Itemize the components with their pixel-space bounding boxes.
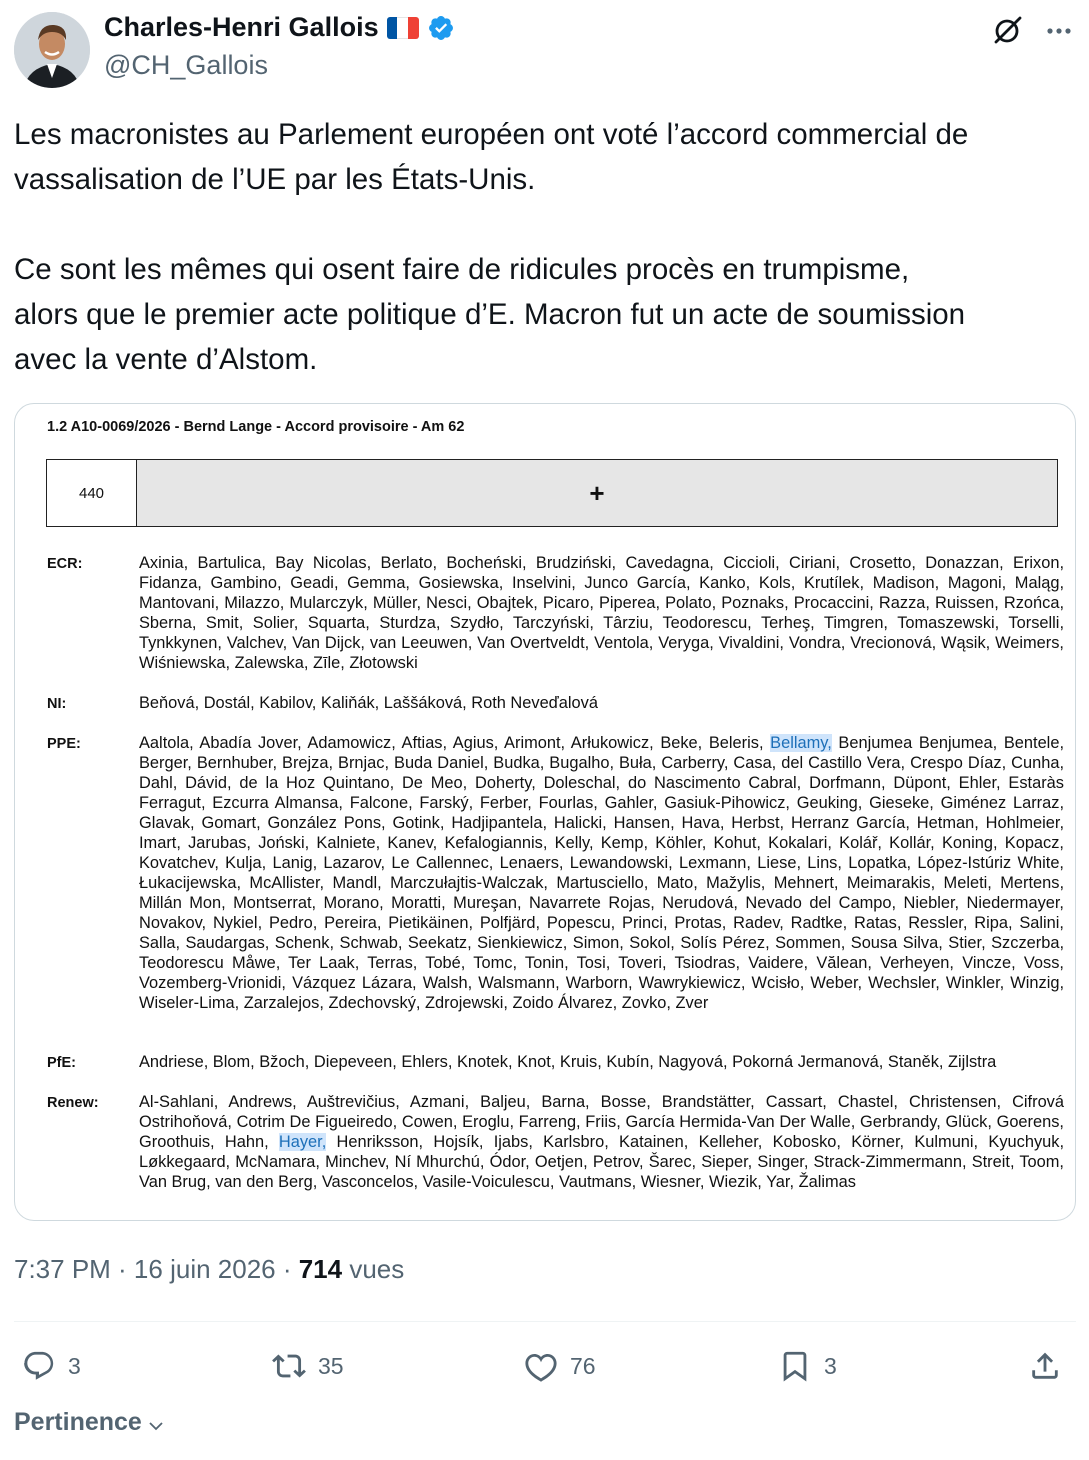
tweet-blank-line (14, 202, 1084, 247)
divider (14, 1321, 1076, 1322)
avatar[interactable] (14, 12, 90, 88)
more-icon[interactable] (1042, 14, 1076, 48)
share-button[interactable] (1028, 1340, 1062, 1392)
group-members (139, 1052, 1064, 1072)
members-text: Henriksson, Hojsík, Ijabs, Karlsbro, Katainen, Kelleher, Kobosko, Körner, Kulmuni, Kyuchyuk, Løkkegaard, McNamara, Minchev, Ní Mhurchú, Ódor, Oetjen, Petrov, Šarec, Sieper, Singer, Strack-Zimmermann, Streit, Toom, Van Brug, van den Berg, Vasconcelos, Vasile-Voiculescu, Vautmans, Wiesner, Wiezik, Yar, Žalimas (139, 1133, 1065, 1191)
group-members (139, 1092, 1064, 1192)
like-button[interactable] (524, 1340, 596, 1392)
display-name-text: Charles-Henri Gallois (104, 12, 379, 42)
group-label: ECR: (47, 556, 83, 572)
vote-result-box (46, 459, 1058, 527)
bookmark-count: 3 (824, 1352, 837, 1379)
tweet-line: Ce sont les mêmes qui osent faire de ridicules procès en trumpisme, (14, 253, 910, 286)
group-members (139, 733, 1064, 1013)
tweet-header (0, 0, 1089, 100)
group-label: PfE: (47, 1055, 76, 1071)
reply-icon (22, 1349, 56, 1383)
verified-badge-icon[interactable] (427, 14, 455, 42)
group-label: PPE: (47, 736, 81, 752)
tweet-meta (14, 1254, 404, 1285)
members-text: Beňová, Dostál, Kabilov, Kaliňák, Laššáková, Roth Neveďalová (139, 694, 598, 712)
group-label: Renew: (47, 1095, 99, 1111)
heart-icon (524, 1349, 558, 1383)
highlighted-name: Hayer, (278, 1133, 327, 1151)
members-text: Andriese, Blom, Bžoch, Diepeveen, Ehlers, Knotek, Knot, Kruis, Kubín, Nagyová, Pokorná Jermanová, Staněk, Zijlstra (139, 1053, 997, 1071)
reply-count: 3 (68, 1352, 81, 1379)
repost-count: 35 (318, 1352, 344, 1379)
members-text: Benjumea Benjumea, Bentele, Berger, Bernhuber, Brejza, Brnjac, Buda Daniel, Budka, Bugalho, Buła, Carberry, Casa, del Castillo Vera, Crespo Díaz, Cunha, Dahl, Dávid, de la Hoz Quintano, De Meo, Doherty, Doleschal, do Nascimento Cabral, Dorfmann, Düpont, Ehler, Estaràs Ferragut, Ezcurra Almansa, Falcone, Farský, Ferber, Fourlas, Gahler, Gasiuk-Pihowicz, Geuking, Gieseke, Giménez Larraz, Glavak, Gomart, González Pons, Gotink, Hadjipantela, Halicki, Hansen, Hava, Herbst, Herranz García, Hetman, Hohlmeier, Imart, Jarubas, Joński, Kalniete, Kanev, Kefalogiannis, Kelly, Kemp, Köhler, Kohut, Kokalari, Kolář, Kollár, Koning, Kopacz, Kovatchev, Kulja, Lanig, Lazarov, Le Callennec, Lenaers, Lewandowski, Lexmann, Liese, Lins, Lopatka, López-Istúriz White, Łukacijewska, McAllister, Mandl, Marczułajtis-Walczak, Martusciello, Mato, Mažylis, Mehnert, Meimarakis, Meleti, Mertens, Millán Mon, Montserrat, Morano, Moratti, Mureşan, Navarrete Rojas, Nerudová, Nevado del Campo, Niebler, Niedermayer, Novakov, Nykiel, Pedro, Pereira, Pietikäinen, Polfjärd, Popescu, Princi, Protas, Radev, Radtke, Ratas, Ressler, Ripa, Salini, Salla, Saudargas, Schenk, Schwab, Seekatz, Sienkiewicz, Simon, Sokol, Solís Pérez, Sommen, Sousa Silva, Stier, Szczerba, Teodorescu Måwe, Ter Laak, Terras, Tobé, Tomc, Tonin, Tosi, Toveri, Tsiodras, Vaidere, Vălean, Verheyen, Vincze, Voss, Vozemberg-Vrionidi, Vázquez Lázara, Walsh, Walsmann, Warborn, Wawrykiewicz, Wcisło, Weber, Wechsler, Winkler, Winzig, Wiseler-Lima, Zarzalejos, Zdechovský, Zdrojewski, Zoido Álvarez, Zovko, Zver (139, 734, 1064, 1012)
members-text: Aaltola, Abadía Jover, Adamowicz, Aftias, Agius, Arimont, Arłukowicz, Beke, Beleris, (139, 734, 771, 752)
vote-sign: + (137, 460, 1057, 526)
chevron-down-icon (146, 1416, 166, 1436)
share-icon (1028, 1349, 1062, 1383)
bookmark-button[interactable] (778, 1340, 837, 1392)
repost-icon (272, 1349, 306, 1383)
tweet-text (14, 112, 1084, 382)
group-label: NI: (47, 696, 67, 712)
grok-icon[interactable] (990, 14, 1024, 48)
members-text: Axinia, Bartulica, Bay Nicolas, Berlato, Bocheński, Brudziński, Cavedagna, Ciccioli, Ciriani, Crosetto, Donazzan, Erixon, Fidanza, Gambino, Geadi, Gemma, Gosiewska, Inselvini, Junco García, Kanko, Kols, Krutílek, Madison, Magoni, Maląg, Mantovani, Milazzo, Mularczyk, Müller, Nesci, Obajtek, Picaro, Piperea, Polato, Poznaks, Procaccini, Razza, Ruissen, Rzońca, Sberna, Smit, Solier, Squarta, Sturdza, Szydło, Tarczyński, Târziu, Teodorescu, Terheş, Timgren, Tomaszewski, Torselli, Tynkkynen, Valchev, Van Dijck, van Leeuwen, Van Overtveldt, Ventola, Veryga, Vivaldini, Vondra, Vrecionová, Wąsik, Weimers, Wiśniewska, Zalewska, Zīle, Złotowski (139, 554, 1064, 672)
tweet-line: Les macronistes au Parlement européen ont voté l’accord commercial de (14, 118, 969, 151)
reply-sort-dropdown[interactable] (14, 1408, 166, 1437)
action-bar (0, 1340, 1089, 1392)
display-name[interactable] (104, 12, 455, 43)
group-members (139, 693, 1064, 713)
highlighted-name: Bellamy, (770, 734, 832, 752)
author-handle[interactable]: @CH_Gallois (104, 50, 268, 80)
group-members (139, 553, 1064, 673)
tweet-line: alors que le premier acte politique d’E. Macron fut un acte de soumission (14, 298, 966, 331)
like-count: 76 (570, 1352, 596, 1379)
views-label: vues (342, 1254, 405, 1284)
reply-button[interactable] (22, 1340, 81, 1392)
members-text: Al-Sahlani, Andrews, Auštrevičius, Azmani, Baljeu, Barna, Bosse, Brandstätter, Cassart, Chastel, Christensen, Cifrová Ostrihoňová, Cotrim De Figueiredo, Cowen, Eroglu, Farreng, Friis, García Hermida-Van Der Walle, Gerbrandy, Glück, Goerens, Groothuis, Hahn, (139, 1093, 1064, 1151)
document-title: 1.2 A10-0069/2026 - Bernd Lange - Accord provisoire - Am 62 (47, 419, 465, 435)
avatar-image (14, 12, 90, 88)
attached-image[interactable] (14, 403, 1076, 1221)
tweet-timestamp[interactable]: 7:37 PM · 16 juin 2026 · (14, 1254, 299, 1284)
france-flag-icon (387, 17, 419, 39)
views-count: 714 (298, 1254, 343, 1284)
tweet-line: avec la vente d’Alstom. (14, 343, 318, 376)
sort-label: Pertinence (14, 1408, 142, 1436)
repost-button[interactable] (272, 1340, 344, 1392)
vote-count: 440 (47, 460, 137, 526)
bookmark-icon (778, 1349, 812, 1383)
tweet-line: vassalisation de l’UE par les États-Unis. (14, 163, 536, 196)
